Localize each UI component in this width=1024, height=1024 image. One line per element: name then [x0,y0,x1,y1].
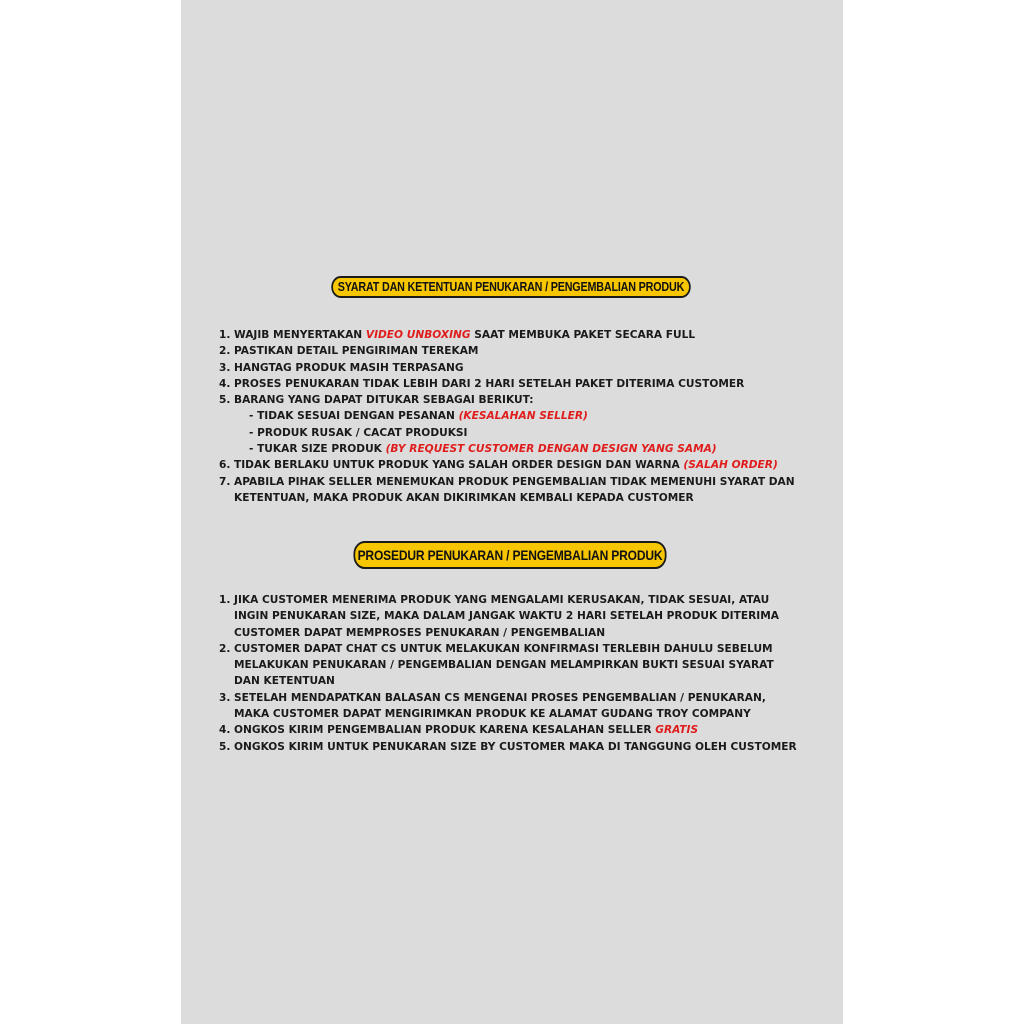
sub-list-item: - PRODUK RUSAK / CACAT PRODUKSI [249,426,468,439]
section-title-terms: SYARAT DAN KETENTUAN PENUKARAN / PENGEMBALIAN PRODUK [331,276,690,298]
procedure-list [219,592,797,755]
list-item: 3. SETELAH MENDAPATKAN BALASAN CS MENGENAI PROSES PENGEMBALIAN / PENUKARAN, [219,691,766,704]
list-item-continuation: MELAKUKAN PENUKARAN / PENGEMBALIAN DENGAN MELAMPIRKAN BUKTI SESUAI SYARAT [234,659,774,672]
document-page [181,0,843,1024]
list-item-continuation: CUSTOMER DAPAT MEMPROSES PENUKARAN / PENGEMBALIAN [234,626,606,639]
list-item: 3. HANGTAG PRODUK MASIH TERPASANG [219,361,464,374]
list-item-continuation: KETENTUAN, MAKA PRODUK AKAN DIKIRIMKAN KEMBALI KEPADA CUSTOMER [234,491,694,504]
list-item: 2. PASTIKAN DETAIL PENGIRIMAN TEREKAM [219,345,479,358]
sub-list-item: - TIDAK SESUAI DENGAN PESANAN (KESALAHAN SELLER) [249,410,588,423]
list-item-continuation: INGIN PENUKARAN SIZE, MAKA DALAM JANGAK WAKTU 2 HARI SETELAH PRODUK DITERIMA [234,610,779,623]
list-item: 7. APABILA PIHAK SELLER MENEMUKAN PRODUK PENGEMBALIAN TIDAK MEMENUHI SYARAT DAN [219,475,795,488]
list-item-continuation: MAKA CUSTOMER DAPAT MENGIRIMKAN PRODUK KE ALAMAT GUDANG TROY COMPANY [234,708,751,721]
section-title-procedure: PROSEDUR PENUKARAN / PENGEMBALIAN PRODUK [353,541,666,569]
list-item: 6. TIDAK BERLAKU UNTUK PRODUK YANG SALAH ORDER DESIGN DAN WARNA (SALAH ORDER) [219,459,778,472]
list-item: 4. ONGKOS KIRIM PENGEMBALIAN PRODUK KARENA KESALAHAN SELLER GRATIS [219,724,699,737]
list-item: 1. WAJIB MENYERTAKAN VIDEO UNBOXING SAAT MEMBUKA PAKET SECARA FULL [219,329,696,341]
sub-list-item: - TUKAR SIZE PRODUK (BY REQUEST CUSTOMER DENGAN DESIGN YANG SAMA) [249,443,717,456]
list-item: 1. JIKA CUSTOMER MENERIMA PRODUK YANG MENGALAMI KERUSAKAN, TIDAK SESUAI, ATAU [219,594,770,606]
list-item: 4. PROSES PENUKARAN TIDAK LEBIH DARI 2 HARI SETELAH PAKET DITERIMA CUSTOMER [219,377,745,390]
list-item: 2. CUSTOMER DAPAT CHAT CS UNTUK MELAKUKAN KONFIRMASI TERLEBIH DAHULU SEBELUM [219,642,773,655]
list-item: 5. ONGKOS KIRIM UNTUK PENUKARAN SIZE BY CUSTOMER MAKA DI TANGGUNG OLEH CUSTOMER [219,740,797,753]
list-item-continuation: DAN KETENTUAN [234,675,335,688]
list-item: 5. BARANG YANG DAPAT DITUKAR SEBAGAI BERIKUT: [219,394,534,407]
terms-list [219,327,795,506]
